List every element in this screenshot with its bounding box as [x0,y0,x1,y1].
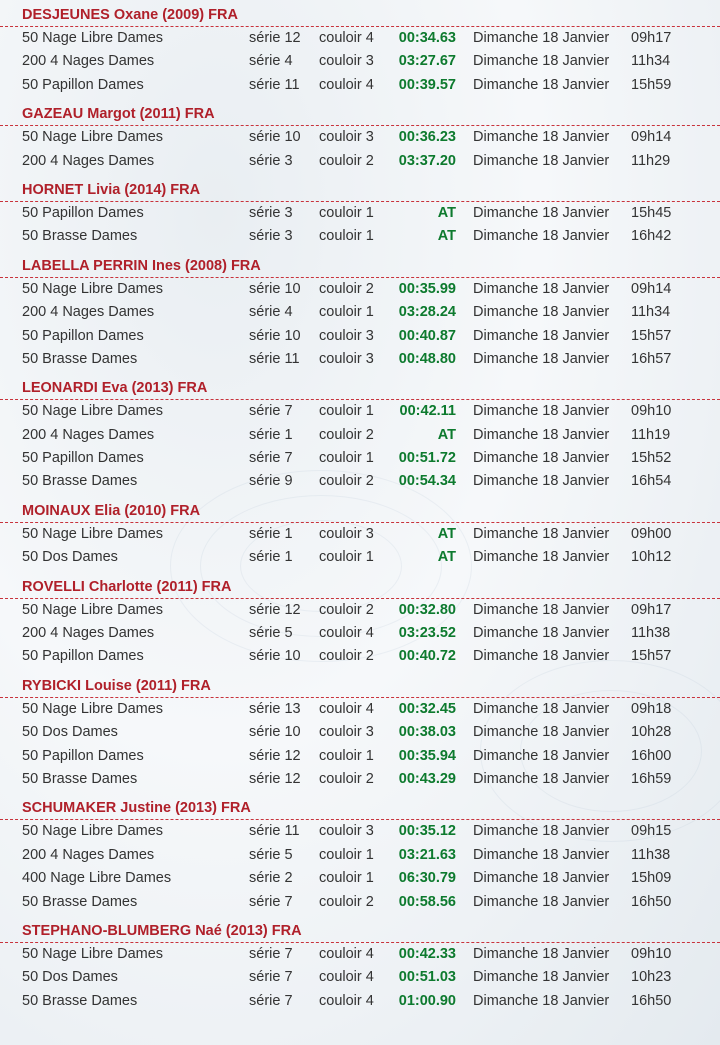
result-row [0,867,720,890]
lane-number: couloir 3 [319,350,374,367]
entry-time: 00:40.72 [398,648,456,665]
event-name: 200 4 Nages Dames [22,426,155,443]
event-day: Dimanche 18 Janvier [473,304,610,321]
lane-number: couloir 3 [319,823,374,840]
lane-number: couloir 2 [319,280,374,297]
event-hour: 11h38 [631,625,671,642]
result-row [0,150,720,173]
event-hour: 09h10 [631,403,672,420]
event-name: 200 4 Nages Dames [22,53,155,70]
entry-time: 00:40.87 [398,327,456,344]
lane-number: couloir 2 [319,893,374,910]
entry-time: AT [437,204,456,221]
result-row [0,966,720,989]
event-day: Dimanche 18 Janvier [473,426,610,443]
result-row [0,698,720,721]
result-row [0,325,720,348]
event-hour: 10h23 [631,969,672,986]
heat-number: série 10 [249,280,301,297]
event-hour: 11h38 [631,846,671,863]
event-day: Dimanche 18 Janvier [473,770,610,787]
event-day: Dimanche 18 Janvier [473,53,610,70]
event-day: Dimanche 18 Janvier [473,724,610,741]
lane-number: couloir 2 [319,770,374,787]
lane-number: couloir 1 [319,450,374,467]
result-row [0,990,720,1013]
result-row [0,278,720,301]
event-hour: 11h34 [631,304,671,321]
lane-number: couloir 4 [319,76,374,93]
entry-time: 03:27.67 [398,53,456,70]
swimmer-name: LABELLA PERRIN Ines (2008) FRA [0,255,720,278]
event-hour: 15h09 [631,870,672,887]
event-name: 50 Brasse Dames [22,350,138,367]
event-name: 50 Nage Libre Dames [22,525,164,542]
event-hour: 16h50 [631,992,672,1009]
result-row [0,721,720,744]
lane-number: couloir 1 [319,846,374,863]
lane-number: couloir 4 [319,30,374,46]
entry-time: 00:54.34 [398,473,456,490]
result-row [0,470,720,493]
swimmer-block [0,377,720,494]
entry-time: AT [437,525,456,542]
swimmer-name: ROVELLI Charlotte (2011) FRA [0,576,720,599]
heat-number: série 10 [249,129,301,146]
entry-time: 00:51.72 [398,450,456,467]
result-row [0,523,720,546]
event-name: 50 Nage Libre Dames [22,280,164,297]
event-hour: 15h45 [631,204,672,221]
event-name: 50 Papillon Dames [22,76,144,93]
heat-number: série 5 [249,846,293,863]
heat-number: série 3 [249,204,293,221]
result-row [0,768,720,791]
entry-time: 00:58.56 [398,893,456,910]
event-hour: 09h14 [631,280,672,297]
swimmer-name: HORNET Livia (2014) FRA [0,179,720,202]
event-name: 200 4 Nages Dames [22,152,155,169]
result-row [0,943,720,966]
lane-number: couloir 2 [319,601,374,618]
event-day: Dimanche 18 Janvier [473,893,610,910]
lane-number: couloir 1 [319,228,374,245]
swimmer-name: GAZEAU Margot (2011) FRA [0,103,720,126]
event-day: Dimanche 18 Janvier [473,601,610,618]
event-hour: 11h19 [631,426,671,443]
lane-number: couloir 4 [319,992,374,1009]
entry-time: 03:28.24 [398,304,456,321]
event-day: Dimanche 18 Janvier [473,747,610,764]
entry-time: 00:36.23 [398,129,456,146]
lane-number: couloir 4 [319,945,374,962]
event-hour: 10h12 [631,549,672,566]
entry-time: 00:35.12 [398,823,456,840]
event-day: Dimanche 18 Janvier [473,152,610,169]
entry-time: 00:42.11 [399,403,456,420]
heat-number: série 13 [249,700,301,717]
event-day: Dimanche 18 Janvier [473,76,610,93]
heat-number: série 7 [249,450,293,467]
event-day: Dimanche 18 Janvier [473,30,610,46]
entry-time: AT [437,426,456,443]
heat-number: série 11 [249,350,300,367]
event-name: 50 Nage Libre Dames [22,30,164,46]
entry-time: 00:42.33 [398,945,456,962]
entry-time: 06:30.79 [398,870,456,887]
entry-time: 00:34.63 [398,30,456,46]
event-hour: 09h17 [631,601,672,618]
event-day: Dimanche 18 Janvier [473,473,610,490]
swimmer-name: RYBICKI Louise (2011) FRA [0,675,720,698]
event-hour: 11h29 [631,152,671,169]
swimmer-block [0,576,720,669]
result-row [0,74,720,97]
result-row [0,891,720,914]
event-name: 50 Brasse Dames [22,992,138,1009]
swimmer-name: DESJEUNES Oxane (2009) FRA [0,4,720,27]
heat-number: série 11 [249,823,300,840]
lane-number: couloir 1 [319,870,374,887]
event-day: Dimanche 18 Janvier [473,969,610,986]
event-hour: 09h00 [631,525,672,542]
event-hour: 09h15 [631,823,672,840]
lane-number: couloir 4 [319,625,374,642]
event-hour: 16h54 [631,473,672,490]
swimmer-name: MOINAUX Elia (2010) FRA [0,500,720,523]
lane-number: couloir 1 [319,549,374,566]
heat-number: série 3 [249,152,293,169]
event-hour: 09h10 [631,945,672,962]
result-row [0,225,720,248]
event-name: 50 Dos Dames [22,549,118,566]
result-row [0,202,720,225]
heat-number: série 1 [249,549,293,566]
heat-number: série 12 [249,770,301,787]
event-hour: 15h52 [631,450,672,467]
heat-number: série 7 [249,403,293,420]
event-name: 400 Nage Libre Dames [22,870,172,887]
entry-time: 00:48.80 [398,350,456,367]
event-name: 50 Papillon Dames [22,327,144,344]
heat-number: série 12 [249,747,301,764]
heat-number: série 7 [249,992,293,1009]
lane-number: couloir 3 [319,327,374,344]
event-hour: 09h14 [631,129,672,146]
result-row [0,820,720,843]
lane-number: couloir 1 [319,204,374,221]
event-name: 50 Brasse Dames [22,473,138,490]
entry-time: 01:00.90 [398,992,456,1009]
result-row [0,400,720,423]
event-day: Dimanche 18 Janvier [473,129,610,146]
lane-number: couloir 3 [319,525,374,542]
event-hour: 10h28 [631,724,672,741]
event-day: Dimanche 18 Janvier [473,228,610,245]
heat-number: série 10 [249,724,301,741]
heat-number: série 1 [249,426,293,443]
result-row [0,50,720,73]
event-name: 50 Nage Libre Dames [22,823,164,840]
event-name: 50 Papillon Dames [22,747,144,764]
result-row [0,599,720,622]
event-name: 50 Nage Libre Dames [22,700,164,717]
entry-time: 03:21.63 [398,846,456,863]
event-name: 50 Papillon Dames [22,648,144,665]
entry-time: 00:43.29 [398,770,456,787]
event-day: Dimanche 18 Janvier [473,403,610,420]
result-row [0,424,720,447]
event-hour: 15h57 [631,648,672,665]
result-row [0,447,720,470]
event-name: 50 Nage Libre Dames [22,601,164,618]
lane-number: couloir 3 [319,724,374,741]
heat-number: série 7 [249,893,293,910]
heat-number: série 12 [249,30,301,46]
event-name: 200 4 Nages Dames [22,846,155,863]
entry-time: 00:51.03 [398,969,456,986]
entry-time: 00:39.57 [398,76,456,93]
event-name: 200 4 Nages Dames [22,304,155,321]
entry-time: 03:23.52 [398,625,456,642]
heat-number: série 9 [249,473,293,490]
heat-number: série 2 [249,870,293,887]
lane-number: couloir 4 [319,969,374,986]
result-row [0,27,720,50]
lane-number: couloir 2 [319,426,374,443]
event-name: 50 Dos Dames [22,969,118,986]
event-hour: 16h57 [631,350,672,367]
swimmer-name: STEPHANO-BLUMBERG Naé (2013) FRA [0,920,720,943]
result-row [0,622,720,645]
event-hour: 16h50 [631,893,672,910]
lane-number: couloir 1 [319,304,374,321]
heat-number: série 3 [249,228,293,245]
swimmer-block [0,920,720,1013]
entry-time: 03:37.20 [398,152,456,169]
event-hour: 09h17 [631,30,672,46]
lane-number: couloir 3 [319,129,374,146]
event-hour: 16h42 [631,228,672,245]
heat-number: série 7 [249,969,293,986]
entry-time: AT [437,228,456,245]
event-hour: 09h18 [631,700,672,717]
event-day: Dimanche 18 Janvier [473,945,610,962]
entry-time: 00:35.99 [398,280,456,297]
swimmer-name: SCHUMAKER Justine (2013) FRA [0,797,720,820]
event-hour: 15h57 [631,327,672,344]
event-name: 50 Nage Libre Dames [22,129,164,146]
swimmer-block [0,255,720,372]
heat-number: série 10 [249,327,301,344]
event-day: Dimanche 18 Janvier [473,280,610,297]
entry-time: 00:32.45 [398,700,456,717]
heat-number: série 4 [249,53,293,70]
event-day: Dimanche 18 Janvier [473,549,610,566]
event-day: Dimanche 18 Janvier [473,625,610,642]
event-name: 50 Papillon Dames [22,204,144,221]
event-day: Dimanche 18 Janvier [473,823,610,840]
lane-number: couloir 1 [319,403,374,420]
event-day: Dimanche 18 Janvier [473,350,610,367]
event-day: Dimanche 18 Janvier [473,700,610,717]
event-name: 50 Papillon Dames [22,450,144,467]
entry-time: 00:35.94 [398,747,456,764]
result-row [0,301,720,324]
heat-number: série 12 [249,601,301,618]
heat-number: série 7 [249,945,293,962]
result-row [0,645,720,668]
heat-number: série 1 [249,525,293,542]
event-hour: 11h34 [631,53,671,70]
heat-number: série 5 [249,625,293,642]
event-day: Dimanche 18 Janvier [473,525,610,542]
event-day: Dimanche 18 Janvier [473,870,610,887]
swimmer-block [0,675,720,792]
result-row [0,745,720,768]
lane-number: couloir 4 [319,700,374,717]
swimmer-block [0,103,720,173]
event-day: Dimanche 18 Janvier [473,648,610,665]
event-day: Dimanche 18 Janvier [473,450,610,467]
event-hour: 16h00 [631,747,672,764]
lane-number: couloir 1 [319,747,374,764]
swimmer-block [0,500,720,570]
swimmer-name: LEONARDI Eva (2013) FRA [0,377,720,400]
heat-number: série 10 [249,648,301,665]
event-name: 200 4 Nages Dames [22,625,155,642]
result-row [0,348,720,371]
result-row [0,844,720,867]
event-day: Dimanche 18 Janvier [473,992,610,1009]
lane-number: couloir 2 [319,648,374,665]
event-name: 50 Dos Dames [22,724,118,741]
event-name: 50 Nage Libre Dames [22,403,164,420]
event-hour: 16h59 [631,770,672,787]
event-name: 50 Nage Libre Dames [22,945,164,962]
swimmer-block [0,797,720,914]
swimmer-block [0,179,720,249]
heat-number: série 4 [249,304,293,321]
lane-number: couloir 2 [319,152,374,169]
entry-time: 00:32.80 [398,601,456,618]
event-name: 50 Brasse Dames [22,893,138,910]
event-day: Dimanche 18 Janvier [473,204,610,221]
event-day: Dimanche 18 Janvier [473,846,610,863]
event-day: Dimanche 18 Janvier [473,327,610,344]
lane-number: couloir 3 [319,53,374,70]
swimmer-block [0,4,720,97]
lane-number: couloir 2 [319,473,374,490]
result-row [0,126,720,149]
event-name: 50 Brasse Dames [22,228,138,245]
event-name: 50 Brasse Dames [22,770,138,787]
entry-time: 00:38.03 [398,724,456,741]
entry-time: AT [437,549,456,566]
event-hour: 15h59 [631,76,672,93]
heat-number: série 11 [249,76,300,93]
result-row [0,546,720,569]
